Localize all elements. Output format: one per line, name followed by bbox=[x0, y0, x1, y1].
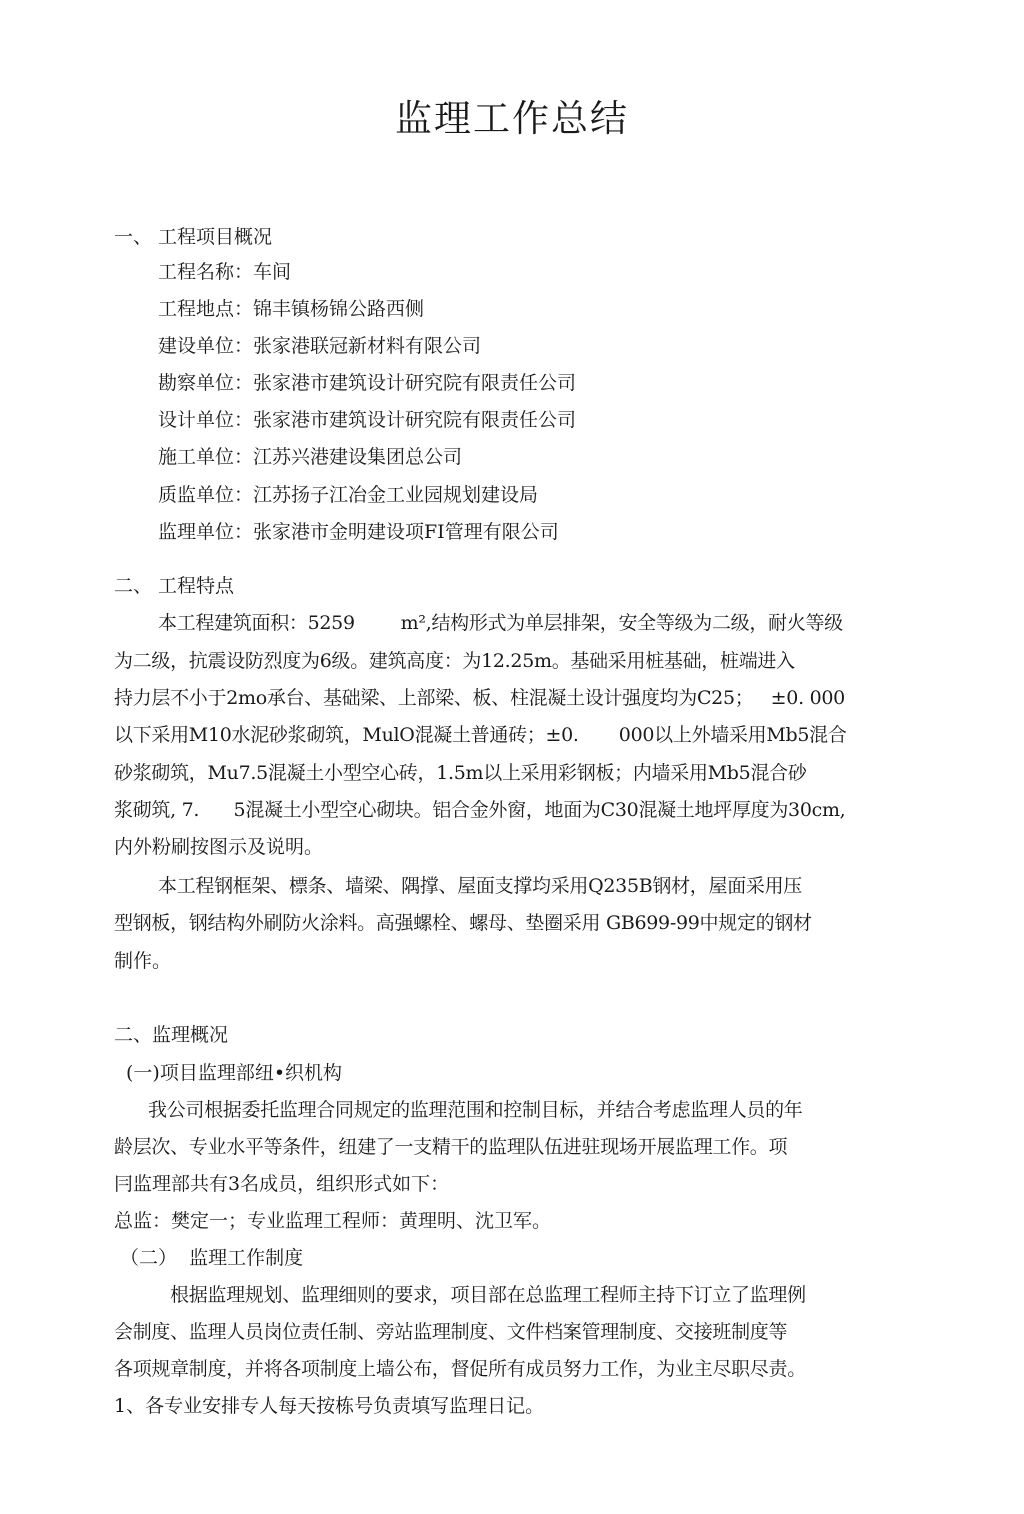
section-heading-project-overview: 一、 工程项目概况 bbox=[114, 226, 273, 248]
paragraph-line: 为二级，抗震设防烈度为6级。建筑高度：为12.25m。基础采用桩基础，桩端进入 bbox=[114, 650, 795, 672]
paragraph-line: 型钢板，钢结构外刷防火涂料。高强螺栓、螺母、垫圈采用 GB699-99中规定的钢材 bbox=[114, 912, 812, 934]
builder-unit-line: 施工单位：江苏兴港建设集团总公司 bbox=[158, 446, 463, 468]
document-title: 监理工作总结 bbox=[395, 97, 629, 140]
project-location-line: 工程地点：锦丰镇杨锦公路西侧 bbox=[158, 298, 425, 320]
paragraph-line: 本工程建筑面积：5259 m²,结构形式为单层排架，安全等级为二级，耐火等级 bbox=[158, 612, 843, 634]
section-heading-project-features: 二、 工程特点 bbox=[114, 575, 235, 597]
section-heading-supervision-overview: 二、监理概况 bbox=[114, 1024, 229, 1046]
paragraph-line: 冃监理部共有3名成员，组织形式如下： bbox=[114, 1173, 450, 1195]
paragraph-line: 砂浆砌筑，Mu7.5混凝土小型空心砖，1.5m以上采用彩钢板；内墙采用Mb5混合砂 bbox=[114, 762, 807, 784]
quality-supervision-unit-line: 质监单位：江苏扬子江冶金工业园规划建设局 bbox=[158, 484, 539, 506]
survey-unit-line: 勘察单位：张家港市建筑设计研究院有限责任公司 bbox=[158, 372, 577, 394]
paragraph-line: 制作。 bbox=[114, 950, 172, 972]
paragraph-line: 持力层不小于2mo承台、基础梁、上部梁、板、柱混凝土设计强度均为C25； ±0. 000 bbox=[114, 687, 845, 709]
subheading-organization: (一)项目监理部纽•织机构 bbox=[126, 1062, 343, 1084]
list-item: 1、各专业安排专人每天按栋号负责填写监理日记。 bbox=[114, 1395, 545, 1417]
paragraph-line: 会制度、监理人员岗位责任制、旁站监理制度、文件档案管理制度、交接班制度等 bbox=[114, 1321, 788, 1343]
paragraph-line: 内外粉刷按图示及说明。 bbox=[114, 836, 324, 858]
supervision-unit-line: 监理单位：张家港市金明建设项FI管理有限公司 bbox=[158, 521, 559, 543]
paragraph-line: 以下采用M10水泥砂浆砌筑，MulO混凝土普通砖；±0. 000以上外墙采用Mb5混合 bbox=[114, 724, 847, 746]
paragraph-line: 总监：樊定一；专业监理工程师：黄理明、沈卫军。 bbox=[114, 1210, 552, 1232]
paragraph-line: 我公司根据委托监理合同规定的监理范围和控制目标，并结合考虑监理人员的年 bbox=[148, 1099, 803, 1121]
paragraph-line: 各项规章制度，并将各项制度上墙公布，督促所有成员努力工作，为业主尽职尽责。 bbox=[114, 1358, 806, 1380]
paragraph-line: 龄层次、专业水平等条件，纽建了一支精干的监理队伍进驻现场开展监理工作。项 bbox=[114, 1136, 788, 1158]
paragraph-line: 浆砌筑, 7. 5混凝土小型空心砌块。铝合金外窗，地面为C30混凝土地坪厚度为30cm, bbox=[114, 799, 846, 821]
paragraph-line: 根据监理规划、监理细则的要求，项目部在总监理工程师主持下订立了监理例 bbox=[170, 1284, 806, 1306]
paragraph-line: 本工程钢框架、標条、墙梁、隅撑、屋面支撑均采用Q235B钢材，屋面采用压 bbox=[158, 875, 803, 897]
construction-unit-line: 建设单位：张家港联冠新材料有限公司 bbox=[158, 335, 482, 357]
project-name-line: 工程名称：车间 bbox=[158, 261, 292, 283]
subheading-work-system: （二） 监理工作制度 bbox=[120, 1247, 304, 1269]
design-unit-line: 设计单位：张家港市建筑设计研究院有限责任公司 bbox=[158, 409, 577, 431]
